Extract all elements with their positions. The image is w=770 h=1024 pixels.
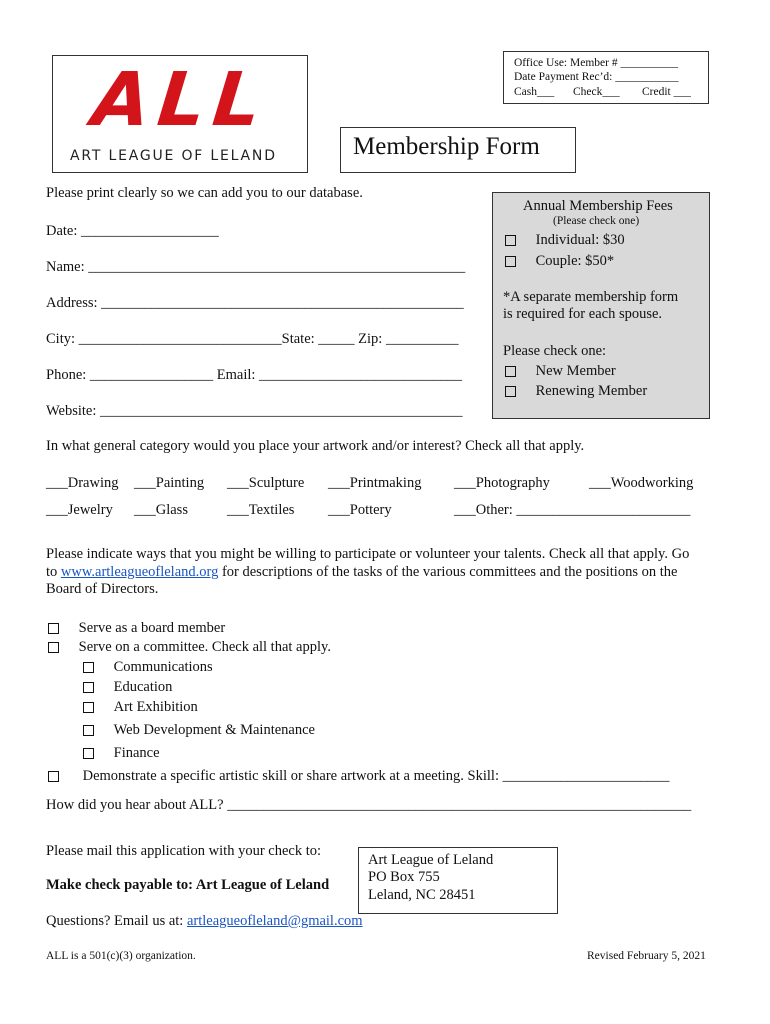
spouse-note-line1: *A separate membership form bbox=[503, 289, 679, 305]
education-label: Education bbox=[113, 679, 173, 695]
board-member-checkbox[interactable] bbox=[48, 623, 59, 634]
questions-line bbox=[46, 913, 363, 930]
art-exhibition-label: Art Exhibition bbox=[113, 699, 198, 715]
individual-option[interactable] bbox=[505, 232, 625, 249]
address-field[interactable]: Address: __________________________________________________ bbox=[46, 295, 464, 311]
check-one-label: Please check one: bbox=[503, 343, 607, 359]
communications-label: Communications bbox=[113, 659, 213, 675]
category-pottery[interactable]: ___Pottery bbox=[328, 502, 392, 518]
individual-label: Individual: $30 bbox=[535, 232, 625, 248]
category-sculpture[interactable]: ___Sculpture bbox=[227, 475, 305, 491]
category-printmaking[interactable]: ___Printmaking bbox=[328, 475, 422, 491]
page-title: Membership Form bbox=[353, 133, 540, 160]
logo-box bbox=[52, 55, 308, 173]
logo-org-name: ART LEAGUE OF LELAND bbox=[70, 148, 277, 164]
website-field[interactable]: Website: __________________________________________________ bbox=[46, 403, 463, 419]
title-box bbox=[340, 127, 576, 173]
new-member-option[interactable] bbox=[505, 363, 616, 380]
office-check: Check___ bbox=[573, 86, 620, 98]
address-line3: Leland, NC 28451 bbox=[368, 887, 476, 903]
committee-web-development-option[interactable] bbox=[83, 722, 315, 739]
renewing-member-option[interactable] bbox=[505, 383, 647, 400]
finance-label: Finance bbox=[113, 745, 160, 761]
spouse-note-line2: is required for each spouse. bbox=[503, 306, 663, 322]
membership-fees-box bbox=[492, 192, 710, 419]
category-textiles[interactable]: ___Textiles bbox=[227, 502, 295, 518]
office-use-box bbox=[503, 51, 709, 104]
committee-education-option[interactable] bbox=[83, 679, 172, 696]
office-date-line: Date Payment Rec’d: ___________ bbox=[514, 71, 679, 83]
committee-communications-option[interactable] bbox=[83, 659, 213, 676]
demonstrate-label: Demonstrate a specific artistic skill or share artwork at a meeting. Skill: _______________________ bbox=[82, 768, 670, 784]
couple-option[interactable] bbox=[505, 253, 614, 270]
committee-finance-option[interactable] bbox=[83, 745, 160, 762]
questions-label: Questions? Email us at: bbox=[46, 913, 187, 929]
demonstrate-checkbox[interactable] bbox=[48, 771, 59, 782]
category-other[interactable]: ___Other: ________________________ bbox=[454, 502, 691, 518]
new-member-checkbox[interactable] bbox=[505, 366, 516, 377]
committee-art-exhibition-option[interactable] bbox=[83, 699, 198, 716]
new-member-label: New Member bbox=[535, 363, 616, 379]
category-painting[interactable]: ___Painting bbox=[134, 475, 205, 491]
category-woodworking[interactable]: ___Woodworking bbox=[589, 475, 694, 491]
renewing-member-checkbox[interactable] bbox=[505, 386, 516, 397]
committee-option[interactable] bbox=[48, 639, 331, 656]
volunteer-text-line1: Please indicate ways that you might be willing to participate or volunteer your talents. Check all that apply. Go bbox=[46, 546, 690, 562]
volunteer-line2-suffix: for descriptions of the tasks of the various committees and the positions on the bbox=[218, 564, 678, 580]
committee-label: Serve on a committee. Check all that apply. bbox=[78, 639, 331, 655]
how-did-you-hear-field[interactable]: How did you hear about ALL? ________________________________________________________________ bbox=[46, 797, 692, 813]
footer-organization-status: ALL is a 501(c)(3) organization. bbox=[46, 950, 196, 962]
date-field[interactable]: Date: ___________________ bbox=[46, 223, 219, 239]
volunteer-text-line2 bbox=[46, 564, 677, 581]
category-question: In what general category would you place your artwork and/or interest? Check all that apply. bbox=[46, 438, 585, 454]
committee-checkbox[interactable] bbox=[48, 642, 59, 653]
board-member-label: Serve as a board member bbox=[78, 620, 226, 636]
email-link[interactable]: artleagueofleland@gmail.com bbox=[186, 913, 363, 929]
renewing-member-label: Renewing Member bbox=[535, 383, 648, 399]
check-payable-text: Make check payable to: Art League of Leland bbox=[46, 877, 330, 893]
address-line2: PO Box 755 bbox=[368, 869, 440, 885]
mailing-address-box bbox=[358, 847, 558, 914]
phone-email-field[interactable]: Phone: _________________ Email: ____________________________ bbox=[46, 367, 463, 383]
individual-checkbox[interactable] bbox=[505, 235, 516, 246]
couple-checkbox[interactable] bbox=[505, 256, 516, 267]
footer-revision-date: Revised February 5, 2021 bbox=[587, 950, 706, 962]
category-photography[interactable]: ___Photography bbox=[454, 475, 550, 491]
website-link[interactable]: www.artleagueofleland.org bbox=[60, 564, 219, 580]
education-checkbox[interactable] bbox=[83, 682, 94, 693]
category-drawing[interactable]: ___Drawing bbox=[46, 475, 119, 491]
category-jewelry[interactable]: ___Jewelry bbox=[46, 502, 113, 518]
office-credit: Credit ___ bbox=[642, 86, 691, 98]
volunteer-line2-prefix: to bbox=[46, 564, 61, 580]
web-development-label: Web Development & Maintenance bbox=[113, 722, 315, 738]
volunteer-text-line3: Board of Directors. bbox=[46, 581, 159, 597]
communications-checkbox[interactable] bbox=[83, 662, 94, 673]
board-member-option[interactable] bbox=[48, 620, 225, 637]
demonstrate-option[interactable] bbox=[48, 768, 669, 785]
mail-instruction: Please mail this application with your check to: bbox=[46, 843, 322, 859]
web-development-checkbox[interactable] bbox=[83, 725, 94, 736]
address-line1: Art League of Leland bbox=[368, 852, 494, 868]
couple-label: Couple: $50* bbox=[535, 253, 615, 269]
category-glass[interactable]: ___Glass bbox=[134, 502, 188, 518]
finance-checkbox[interactable] bbox=[83, 748, 94, 759]
office-cash: Cash___ bbox=[514, 86, 555, 98]
fees-heading: Annual Membership Fees bbox=[523, 198, 673, 214]
art-exhibition-checkbox[interactable] bbox=[83, 702, 94, 713]
fees-subheading: (Please check one) bbox=[553, 215, 640, 227]
city-state-zip-field[interactable]: City: ____________________________State: _____ Zip: __________ bbox=[46, 331, 459, 347]
intro-text: Please print clearly so we can add you to our database. bbox=[46, 185, 363, 201]
office-member-line: Office Use: Member # __________ bbox=[514, 57, 678, 69]
all-logo: ALL bbox=[88, 57, 274, 143]
name-field[interactable]: Name: ____________________________________________________ bbox=[46, 259, 466, 275]
